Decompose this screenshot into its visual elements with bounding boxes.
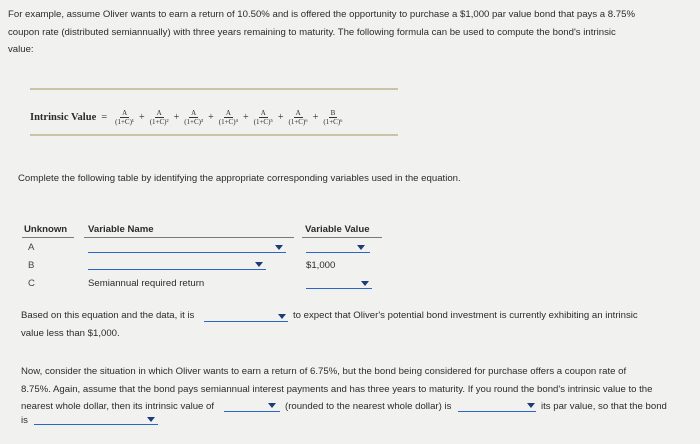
fraction-denominator: (1+C)¹ [115, 117, 135, 126]
row-a-name-chevron-icon[interactable] [275, 245, 283, 250]
formula-bottom-rule [30, 134, 398, 136]
para2-line-4: is [21, 415, 28, 426]
header-variable-value: Variable Value [305, 224, 370, 235]
para1-chevron-icon[interactable] [278, 314, 286, 319]
formula-plus: + [242, 111, 249, 123]
formula-fraction [218, 109, 239, 126]
para1-dropdown[interactable] [204, 321, 288, 322]
header-variable-name: Variable Name [88, 224, 154, 235]
intro-line-1: For example, assume Oliver wants to earn a return of 10.50% and is offered the opportunity to purchase a $1,000 par value bond that pays a 8.75% [8, 9, 635, 20]
table-prompt: Complete the following table by identifying the appropriate corresponding variables used in the equation. [18, 173, 461, 184]
fraction-numerator: A [225, 108, 231, 117]
row-a-value-dropdown[interactable] [306, 252, 370, 253]
formula-equals: = [101, 111, 108, 123]
formula-fraction [114, 109, 135, 126]
row-a-unknown: A [28, 242, 35, 253]
para2-bond-status-dropdown[interactable] [34, 424, 158, 425]
fraction-numerator: A [156, 108, 162, 117]
intro-line-2: coupon rate (distributed semiannually) with three years remaining to maturity. The following formula can be used to compute the bond's intrinsic [8, 26, 616, 38]
intrinsic-value-formula [30, 104, 430, 130]
formula-plus: + [312, 111, 319, 123]
fraction-numerator: B [330, 108, 336, 117]
row-b-value: $1,000 [306, 260, 336, 271]
fraction-denominator: (1+C)⁶ [323, 117, 343, 126]
para2-line-2: 8.75%. Again, assume that the bond pays semiannual interest payments and has three years to maturity. If you round the bond's intrinsic value to the [21, 384, 653, 395]
para2-line-3-pre: nearest whole dollar, then its intrinsic value of [21, 401, 215, 412]
fraction-numerator: A [122, 108, 128, 117]
row-a-name-dropdown[interactable] [88, 252, 286, 253]
para2-intrinsic-value-dropdown[interactable] [224, 411, 280, 412]
row-b-name-chevron-icon[interactable] [255, 262, 263, 267]
intro-paragraph [8, 6, 692, 59]
fraction-numerator: A [295, 108, 301, 117]
fraction-denominator: (1+C)⁴ [218, 117, 238, 126]
para2-comparison-dropdown[interactable] [458, 411, 536, 412]
fraction-numerator: A [191, 108, 197, 117]
formula-fraction [253, 109, 274, 126]
formula-plus: + [173, 111, 180, 123]
fraction-denominator: (1+C)⁵ [253, 117, 273, 126]
header-underline-unknown [22, 237, 74, 238]
para2-bond-chevron-icon[interactable] [147, 417, 155, 422]
formula-top-rule [30, 88, 398, 90]
formula-plus: + [277, 111, 284, 123]
para2-line-3-post: its par value, so that the bond [541, 401, 667, 412]
row-c-name: Semiannual required return [88, 278, 205, 289]
intro-line-3: value: [8, 44, 34, 55]
fraction-denominator: (1+C)³ [184, 117, 204, 126]
para2-comparison-chevron-icon[interactable] [527, 403, 535, 408]
formula-plus: + [139, 111, 145, 123]
para2-line-3-mid: (rounded to the nearest whole dollar) is [285, 401, 452, 412]
row-b-name-dropdown[interactable] [88, 269, 266, 270]
header-underline-value [302, 237, 382, 238]
row-c-value-chevron-icon[interactable] [361, 281, 369, 286]
formula-fraction [322, 109, 343, 126]
para1-post: to expect that Oliver's potential bond investment is currently exhibiting an intrinsic [293, 310, 638, 321]
row-c-value-dropdown[interactable] [306, 288, 372, 289]
formula-terms [113, 109, 344, 126]
header-unknown: Unknown [24, 224, 68, 235]
fraction-denominator: (1+C)⁶ [288, 117, 308, 126]
row-c-unknown: C [28, 278, 35, 289]
header-underline-name [84, 237, 294, 238]
row-b-unknown: B [28, 260, 35, 271]
formula-plus: + [208, 111, 214, 123]
para1-pre: Based on this equation and the data, it is [21, 310, 195, 321]
row-a-value-chevron-icon[interactable] [357, 245, 365, 250]
para2-intrinsic-chevron-icon[interactable] [268, 403, 276, 408]
formula-fraction [149, 109, 170, 126]
fraction-numerator: A [260, 108, 266, 117]
formula-fraction [288, 109, 309, 126]
fraction-denominator: (1+C)² [149, 117, 169, 126]
formula-fraction [183, 109, 204, 126]
para1-line-2: value less than $1,000. [21, 328, 120, 339]
formula-label: Intrinsic Value [30, 111, 97, 123]
para2-line-1: Now, consider the situation in which Oliver wants to earn a return of 6.75%, but the bond being considered for purchase offers a coupon rate of [21, 366, 627, 377]
